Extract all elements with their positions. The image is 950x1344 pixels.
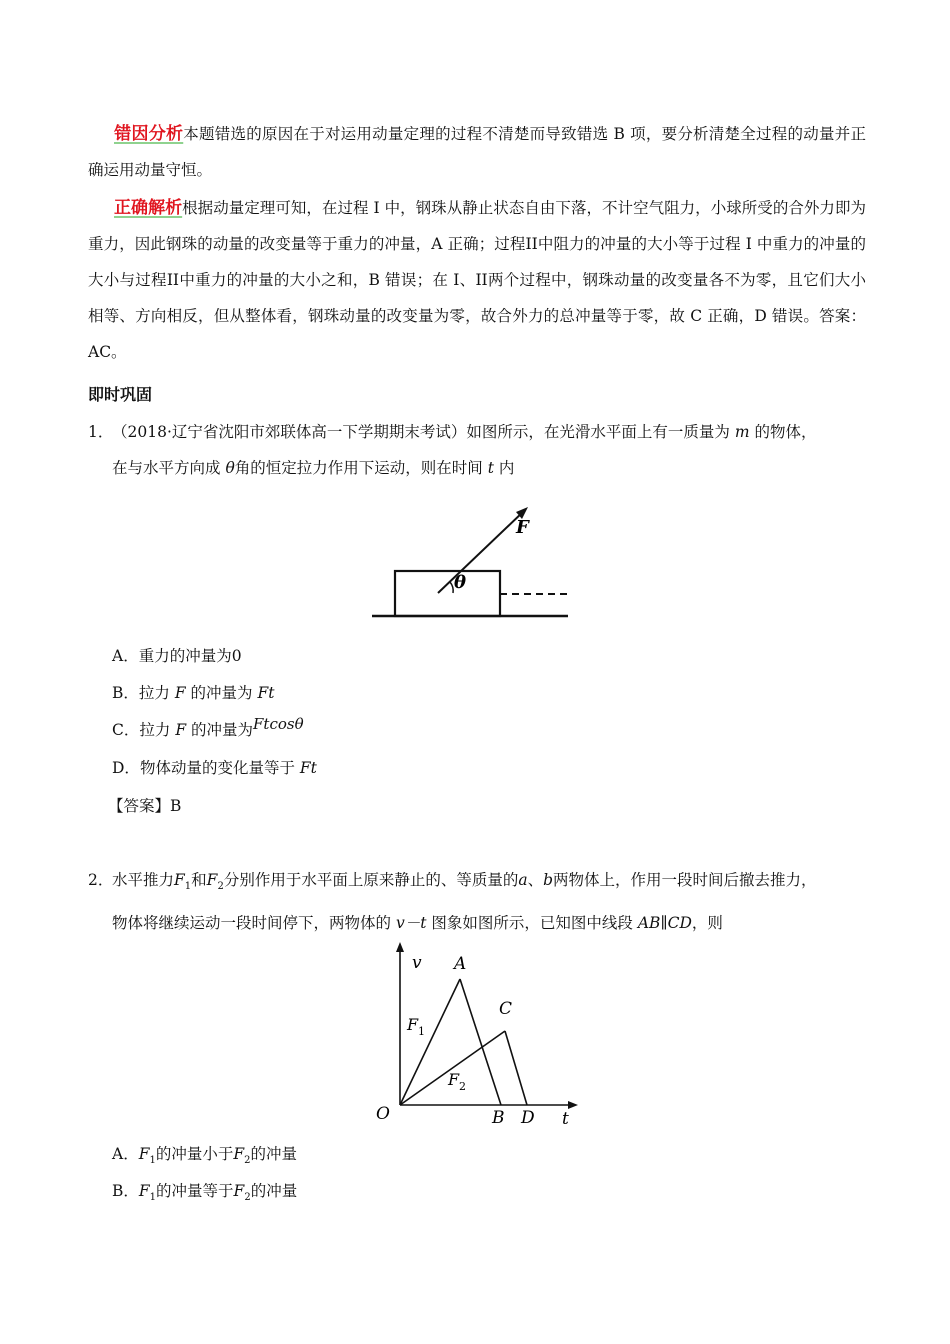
f2-subscript: 2	[244, 1192, 251, 1204]
f2-symbol: F	[206, 871, 218, 889]
q1-answer: 【答案】B	[108, 797, 182, 815]
correct-analysis-tag: 正确解析	[114, 198, 183, 218]
question-2	[88, 862, 878, 941]
option-letter: B．	[112, 1182, 139, 1200]
f2-subscript: 2	[244, 1155, 251, 1167]
separator: 、	[527, 871, 544, 889]
error-analysis-text: 本题错选的原因在于对运用动量定理的过程不清楚而导致错选 B 项，要分析清楚全过程的动量并正确运用动量守恒。	[88, 125, 867, 179]
correct-analysis-text: 根据动量定理可知，在过程 I 中，钢珠从静止状态自由下落，不计空气阻力，小球所受的合外力即为重力，因此钢珠的动量的改变量等于重力的冲量，A 正确；过程II中阻力的冲量的大小等于过程 I 中重力的冲量的大小与过程II中重力的冲量的大小之和，B 错误；在 I、II两个过程中，钢珠动量的改变量各不为零，且它们大小相等、方向相反，但从整体看，钢珠动量的改变量为零，故合外力的总冲量等于零，故 C 正确，D 错误。答案：AC。	[88, 199, 866, 361]
question-2-text-a: 水平推力	[112, 871, 175, 889]
v-axis-label: v	[412, 953, 422, 973]
option-text-tail: 的冲量	[250, 1145, 298, 1163]
question-2-text-c: 两物体上，作用一段时间后撤去推力，	[553, 871, 817, 889]
q2-option-b[interactable]	[112, 1179, 297, 1210]
t-axis-arrow	[568, 1101, 578, 1109]
object-a-symbol: a	[518, 871, 528, 889]
q2-option-a[interactable]	[112, 1142, 297, 1173]
option-letter: D．	[112, 759, 140, 777]
q1-option-c[interactable]	[112, 715, 304, 742]
f1-subscript: 1	[184, 881, 192, 893]
v-axis-arrow	[396, 942, 404, 952]
option-text-tail: 的冲量	[250, 1182, 298, 1200]
block	[395, 571, 500, 616]
question-1	[88, 414, 878, 486]
segment-cd	[505, 1031, 527, 1105]
point-d-label: D	[521, 1108, 535, 1128]
f2-subscript: 2	[217, 881, 224, 893]
f2-line-label: F	[448, 1070, 460, 1089]
f1-subscript: 1	[149, 1192, 157, 1204]
option-text-tail: 的冲量为	[186, 721, 254, 739]
option-var: F	[175, 721, 187, 739]
option-text: 重力的冲量为	[138, 647, 232, 665]
option-text: 拉力	[138, 684, 175, 702]
force-label: F	[516, 517, 529, 538]
question-2-number: 2．	[88, 871, 114, 889]
angle-label: θ	[454, 572, 467, 593]
option-letter: A．	[112, 647, 139, 665]
f2-line-sub: 2	[459, 1080, 466, 1093]
f2-symbol: F	[233, 1145, 245, 1163]
f1-symbol: F	[174, 871, 185, 889]
error-analysis-tag: 错因分析	[114, 124, 184, 144]
angle-arc	[450, 582, 453, 593]
f1-line-sub: 1	[418, 1025, 425, 1038]
question-1-text-c: 在与水平方向成	[112, 459, 221, 477]
point-c-label: C	[499, 999, 513, 1019]
point-a-label: A	[454, 954, 467, 974]
mass-symbol: m	[734, 423, 750, 441]
option-expr: Ftcosθ	[253, 715, 304, 733]
question-1-text-b: 的物体，	[754, 423, 817, 441]
t-axis-label: t	[562, 1109, 569, 1129]
q1-option-b[interactable]	[112, 681, 274, 705]
option-text: 拉力	[139, 721, 176, 739]
option-expr: Ft	[257, 684, 275, 702]
question-2-and: 和	[191, 871, 207, 889]
time-symbol: t	[487, 459, 494, 477]
error-analysis-paragraph	[88, 116, 866, 188]
option-var: F	[174, 684, 186, 702]
f1-subscript: 1	[149, 1155, 156, 1167]
segment-ab	[460, 979, 501, 1105]
option-text: 的冲量小于	[155, 1145, 234, 1163]
q1-option-a[interactable]	[112, 644, 242, 668]
option-letter: A．	[112, 1145, 139, 1163]
option-text-tail: 的冲量为	[185, 684, 258, 702]
option-letter: B．	[112, 684, 139, 702]
parallel-segments: AB∥CD	[637, 914, 692, 933]
question-2-text-e: 图象如图所示，已知图中线段	[431, 914, 633, 933]
question-1-text-a: （2018·辽宁省沈阳市郊联体高一下学期期末考试）如图所示，在光滑水平面上有一质量为	[112, 423, 730, 441]
f1-line-label: F	[407, 1015, 419, 1034]
question-1-number: 1．	[88, 423, 114, 441]
vt-graph	[372, 938, 582, 1133]
f1-symbol: F	[138, 1182, 150, 1200]
force-arrow	[438, 510, 525, 593]
q1-option-d[interactable]	[112, 756, 317, 780]
vt-symbol: v－t	[395, 914, 427, 933]
origin-label: O	[376, 1104, 390, 1124]
question-2-text-b: 分别作用于水平面上原来静止的、等质量的	[223, 871, 519, 889]
option-letter: C．	[112, 721, 140, 739]
correct-analysis-paragraph	[88, 190, 866, 370]
question-2-text-d: 物体将继续运动一段时间停下，两物体的	[112, 914, 392, 933]
option-value: 0	[231, 647, 242, 665]
f2-symbol: F	[233, 1182, 245, 1200]
question-1-text-e: 内	[498, 459, 515, 477]
object-b-symbol: b	[543, 871, 554, 889]
option-expr: Ft	[299, 759, 317, 777]
theta-symbol: θ	[225, 459, 235, 477]
f1-symbol: F	[138, 1145, 150, 1163]
question-1-text-d: 角的恒定拉力作用下运动，则在时间	[234, 459, 483, 477]
option-text: 物体动量的变化量等于	[139, 759, 300, 777]
point-b-label: B	[492, 1108, 505, 1128]
option-text: 的冲量等于	[156, 1182, 234, 1200]
section-heading: 即时巩固	[88, 385, 153, 404]
force-diagram	[370, 495, 580, 625]
question-2-text-f: ，则	[691, 914, 723, 933]
